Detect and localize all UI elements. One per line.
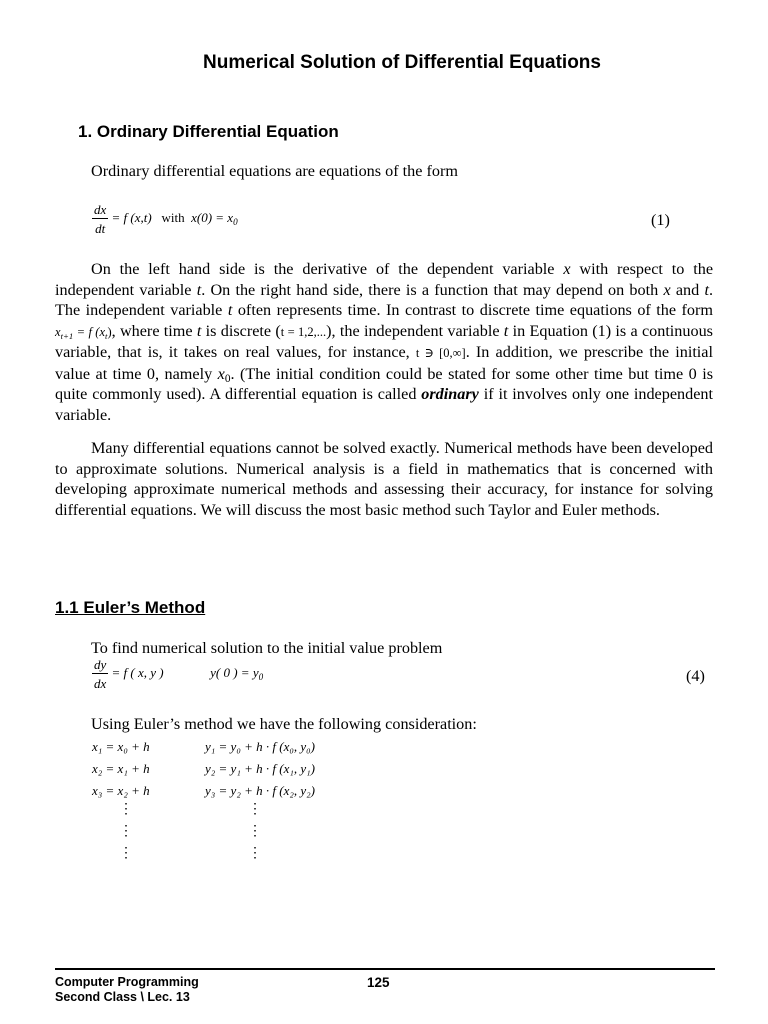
- vdots-right-3: ⋮: [248, 846, 262, 861]
- euler-step-3-x: x₃ = x₂ + h: [92, 783, 150, 798]
- equation-4: [92, 658, 263, 690]
- euler-consideration-text: Using Euler’s method we have the following consideration:: [91, 715, 477, 733]
- vdots-right-2: ⋮: [248, 824, 262, 839]
- equation-1-number: (1): [651, 211, 670, 229]
- vdots-right-1: ⋮: [248, 802, 262, 817]
- euler-step-1-x: x₁ = x₀ + h: [92, 739, 150, 754]
- ode-intro-text: Ordinary differential equations are equations of the form: [91, 162, 458, 180]
- vdots-left-3: ⋮: [119, 846, 133, 861]
- page-number: 125: [367, 975, 390, 990]
- eq1-rhs: = f (x,t): [111, 209, 152, 225]
- equation-4-number: (4): [686, 667, 705, 685]
- paragraph-numerical-methods: Many differential equations cannot be solved exactly. Numerical methods have been developed to approximate solutions. Numerical analysis is a field in mathematics that is concerned with developing approximate numerical methods and assessing their accuracy, for instance for solving differential equations. We will discuss the most basic method such Taylor and Euler methods.: [55, 439, 713, 519]
- euler-intro-text: To find numerical solution to the initial value problem: [91, 639, 443, 657]
- footer-course: Computer Programming: [55, 975, 199, 989]
- footer-class: Second Class \ Lec. 13: [55, 990, 190, 1004]
- page-title: Numerical Solution of Differential Equations: [203, 52, 601, 73]
- footer-divider: [55, 968, 715, 970]
- eq1-ic-subscript: 0: [233, 216, 238, 227]
- equation-1: [92, 203, 238, 235]
- euler-step-1-y: y₁ = y₀ + h · f (x₀, y₀): [205, 739, 315, 754]
- eq1-numerator: dx: [94, 202, 107, 217]
- vdots-left-1: ⋮: [119, 802, 133, 817]
- paragraph-derivative-explanation: On the left hand side is the derivative of the dependent variable x with respect to the independent variable t. On the right hand side, there is a function that may depend on both x and t. The independent variable t often represents time. In contrast to discrete time equations of the form $x_{t+1} = f$ $(x_t)$, where time t is discrete (t = 1,2,...), the independent variable t in Equation (1) is a continuous variable, that is, it takes on real values, for instance, t ∋ [0,∞]. In addition, we prescribe the initial value at time 0, namely $x_0$. (The initial condition could be stated for some other time but time 0 is quite commonly used). A differential equation is called ordinary if it involves only one independent variable.: [55, 260, 714, 424]
- eq4-fraction: [92, 658, 108, 690]
- eq4-initial-condition: y( 0 ) = y: [210, 664, 259, 680]
- euler-step-3-y: y₃ = y₂ + h · f (x₂, y₂): [205, 783, 315, 798]
- eq4-rhs: = f ( x, y ): [111, 664, 164, 680]
- eq4-numerator: dy: [94, 657, 107, 672]
- eq4-ic-subscript: 0: [258, 671, 264, 682]
- eq1-with: with: [161, 209, 185, 225]
- eq1-fraction: [92, 203, 108, 235]
- euler-step-2-y: y₂ = y₁ + h · f (x₁, y₁): [205, 761, 315, 776]
- eq4-denominator: dx: [94, 676, 107, 691]
- section-heading-euler: 1.1 Euler’s Method: [55, 598, 206, 617]
- euler-step-2-x: x₂ = x₁ + h: [92, 761, 150, 776]
- vdots-left-2: ⋮: [119, 824, 133, 839]
- section-heading-ode: 1. Ordinary Differential Equation: [78, 122, 339, 141]
- eq1-denominator: dt: [95, 221, 106, 236]
- eq1-initial-condition: x(0) = x: [191, 209, 234, 225]
